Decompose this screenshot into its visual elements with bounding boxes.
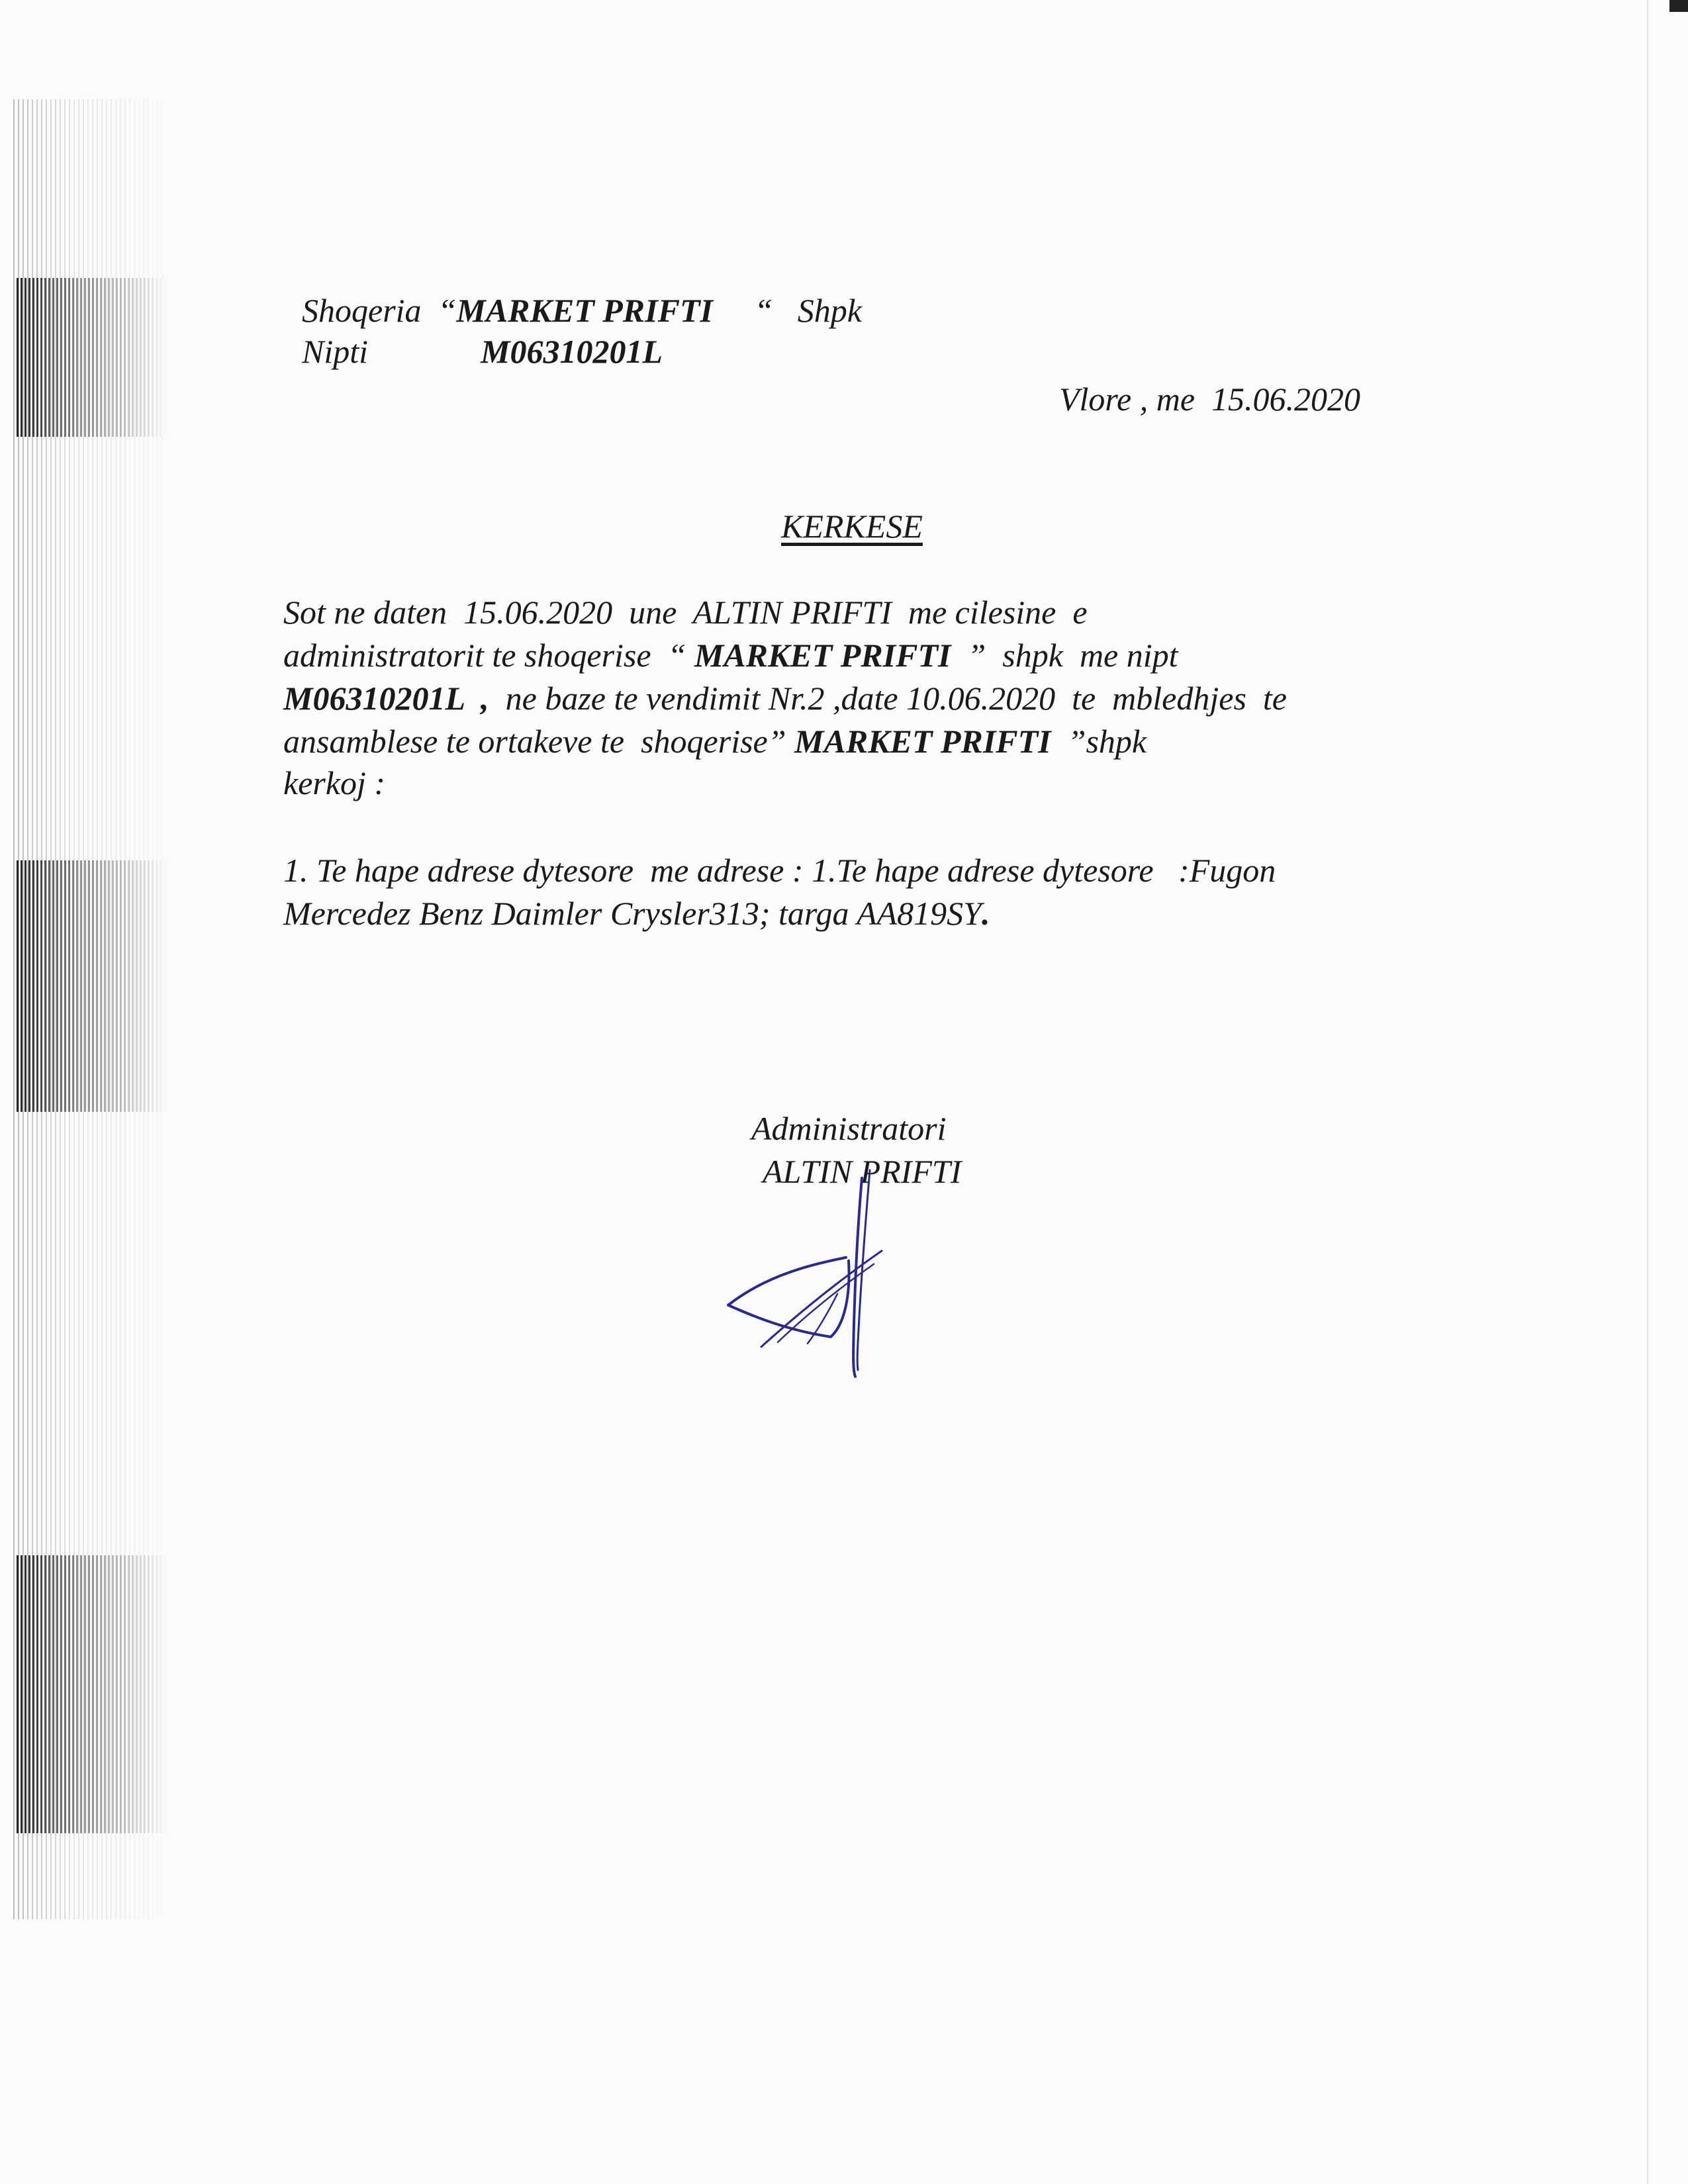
body-line-2-end: ” shpk me nipt bbox=[951, 637, 1178, 674]
company-quote-open: “ bbox=[438, 292, 457, 329]
request-item-line-1: 1. Te hape adrese dytesore me adrese : 1.Te hape adrese dytesore :Fugon bbox=[283, 852, 1276, 889]
body-line-3-text: ne baze te vendimit Nr.2 ,date 10.06.2020 te mbledhjes te bbox=[489, 680, 1288, 717]
company-line bbox=[302, 294, 862, 327]
body-line-2 bbox=[283, 639, 1178, 672]
request-item-vehicle: Mercedez Benz Daimler Crysler313; targa AA819SY bbox=[283, 895, 982, 932]
body-line-4-end: ”shpk bbox=[1051, 723, 1147, 760]
nipt-label: Nipti bbox=[302, 333, 369, 370]
body-line-4-text: ansamblese te ortakeve te shoqerise” bbox=[283, 723, 795, 760]
place-date: Vlore , me 15.06.2020 bbox=[1059, 381, 1361, 418]
scan-artifact-band bbox=[17, 1555, 169, 1833]
body-line-5: kerkoj : bbox=[283, 764, 386, 801]
request-item-period: . bbox=[981, 895, 990, 932]
company-label: Shoqeria bbox=[302, 292, 422, 329]
request-item-line-2 bbox=[283, 897, 990, 930]
paper-edge bbox=[1647, 0, 1648, 2184]
body-line-4 bbox=[283, 725, 1147, 758]
company-name: MARKET PRIFTI bbox=[456, 292, 713, 329]
scan-artifact-band bbox=[17, 860, 169, 1112]
body-company-name-2: MARKET PRIFTI bbox=[794, 723, 1051, 760]
scan-artifact-band bbox=[17, 278, 169, 437]
document-title: KERKESE bbox=[781, 508, 923, 545]
body-line-3 bbox=[283, 682, 1287, 715]
company-quote-close: “ bbox=[754, 292, 773, 329]
signatory-name: ALTIN PRIFTI bbox=[763, 1153, 962, 1190]
body-line-2-text: administratorit te shoqerise “ bbox=[283, 637, 694, 674]
company-type: Shpk bbox=[797, 292, 862, 329]
nipt-value: M06310201L bbox=[481, 333, 663, 370]
handwritten-signature bbox=[708, 1152, 900, 1390]
body-nipt: M06310201L , bbox=[283, 680, 489, 717]
scan-corner-mark bbox=[1669, 0, 1688, 12]
body-line-1: Sot ne daten 15.06.2020 une ALTIN PRIFTI me cilesine e bbox=[283, 594, 1088, 631]
body-company-name: MARKET PRIFTI bbox=[694, 637, 951, 674]
signatory-role: Administratori bbox=[751, 1110, 947, 1147]
